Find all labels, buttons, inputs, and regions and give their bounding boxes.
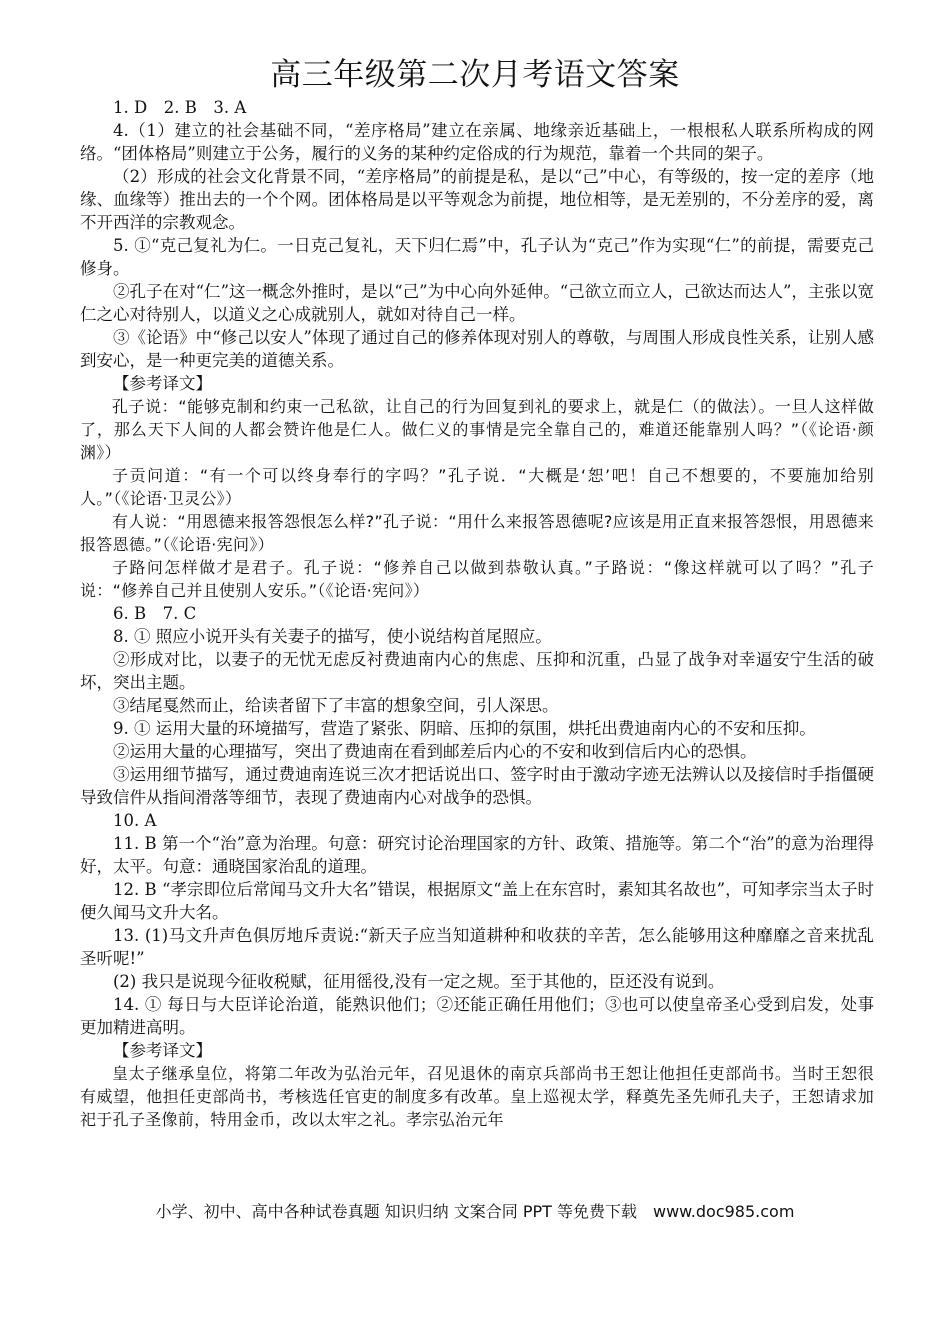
translation-paragraph: 子贡问道：“有一个可以终身奉行的字吗？”孔子说．“大概是‘恕’吧！自己不想要的，不要施加给别人。”（《论语·卫灵公》） xyxy=(80,466,874,508)
paragraph: ③运用细节描写，通过费迪南连说三次才把话说出口、签字时由于激动字迹无法辨认以及接信时手指僵硬导致信件从指间滑落等细节，表现了费迪南内心对战争的恐惧。 xyxy=(80,765,874,807)
footer-download-note: 小学、初中、高中各种试卷真题 知识归纳 文案合同 PPT 等免费下载 www.doc985.com xyxy=(155,1202,795,1221)
translation-paragraph: 皇太子继承皇位，将第二年改为弘治元年，召见退休的南京兵部尚书王恕让他担任吏部尚书。当时王恕很有威望，他担任吏部尚书，考核选任官吏的制度多有改革。皇上巡视太学，释奠先圣先师孔夫子，王恕请求加祀于孔子圣像前，特用金币，改以太牢之礼。孝宗弘治元年 xyxy=(80,1064,874,1129)
paragraph: 5. ①“克己复礼为仁。一日克己复礼，天下归仁焉”中，孔子认为“克己”作为实现“仁”的前提，需要克己修身。 xyxy=(80,236,874,278)
paragraph: 11. B 第一个“治”意为治理。句意：研究讨论治理国家的方针、政策、措施等。第二个“治”的意为治理得好，太平。句意：通晓国家治乱的道理。 xyxy=(80,834,874,876)
translation-paragraph: 孔子说：“能够克制和约束一己私欲，让自己的行为回复到礼的要求上，就是仁（的做法）。一旦人这样做了，那么天下人间的人都会赞许他是仁人。做仁义的事情是完全靠自己的，难道还能靠别人吗？”（《论语·颜渊》） xyxy=(80,397,874,462)
page-title: 高三年级第二次月考语文答案 xyxy=(270,57,680,93)
paragraph: 9. ① 运用大量的环境描写，营造了紧张、阴暗、压抑的氛围，烘托出费迪南内心的不安和压抑。 xyxy=(113,719,816,738)
paragraph: 10. A xyxy=(113,811,157,830)
paragraph: ②形成对比，以妻子的无忧无虑反衬费迪南内心的焦虑、压抑和沉重，凸显了战争对幸逼安宁生活的破坏，突出主题。 xyxy=(80,650,874,692)
translation-paragraph: 子路问怎样做才是君子。孔子说：“修养自己以做到恭敬认真。”子路说：“像这样就可以了吗？”孔子说：“修养自己并且使别人安乐。”（《论语·宪问》） xyxy=(80,558,874,600)
answer-body xyxy=(80,96,874,1131)
paragraph: 4.（1）建立的社会基础不同，“差序格局”建立在亲属、地缘亲近基础上，一根根私人联系所构成的网络。“团体格局”则建立于公务，履行的义务的某种约定俗成的行为规范，靠着一个共同的架子。 xyxy=(80,121,874,163)
section-heading: 【参考译文】 xyxy=(113,374,212,393)
paragraph: ③结尾戛然而止，给读者留下了丰富的想象空间，引人深思。 xyxy=(113,696,559,715)
translation-paragraph: 有人说：“用恩德来报答怨恨怎么样?”孔子说：“用什么来报答恩德呢?应该是用正直来报答怨恨，用恩德来报答恩德。”（《论语·宪问》） xyxy=(80,512,874,554)
paragraph: ③《论语》中“修己以安人”体现了通过自己的修养体现对别人的尊敬，与周围人形成良性关系，让别人感到安心，是一种更完美的道德关系。 xyxy=(80,328,874,370)
paragraph: 1. D 2. B 3. A xyxy=(113,98,247,117)
paragraph: 14. ① 每日与大臣详论治道，能熟识他们；②还能正确任用他们；③也可以使皇帝圣心受到启发，处事更加精进高明。 xyxy=(80,995,874,1037)
paragraph: ②运用大量的心理描写，突出了费迪南在看到邮差后内心的不安和收到信后内心的恐惧。 xyxy=(113,742,757,761)
paragraph: (2) 我只是说现今征收税赋，征用徭役,没有一定之规。至于其他的，臣还没有说到。 xyxy=(113,972,725,991)
paragraph: 12. B “孝宗即位后常闻马文升大名”错误，根据原文“盖上在东宫时，素知其名故也”，可知孝宗当太子时便久闻马文升大名。 xyxy=(80,880,874,922)
paragraph: （2）形成的社会文化背景不同，“差序格局”的前提是私，是以“己”中心，有等级的，按一定的差序（地缘、血缘等）推出去的一个个网。团体格局是以平等观念为前提，地位相等，是无差别的，不分差序的爱，离不开西洋的宗教观念。 xyxy=(80,167,874,232)
paragraph: ②孔子在对“仁”这一概念外推时，是以“己”为中心向外延伸。“己欲立而立人，己欲达而达人”，主张以宽仁之心对待别人，以道义之心成就别人，就如对待自己一样。 xyxy=(80,282,874,324)
paragraph: 8. ① 照应小说开头有关妻子的描写，使小说结构首尾照应。 xyxy=(113,627,552,646)
section-heading: 【参考译文】 xyxy=(113,1041,212,1060)
paragraph: 6. B 7. C xyxy=(113,604,197,623)
paragraph: 13. (1)马文升声色俱厉地斥责说:“新天子应当知道耕种和收获的辛苦，怎么能够用这种靡靡之音来扰乱圣听呢!” xyxy=(80,926,874,968)
